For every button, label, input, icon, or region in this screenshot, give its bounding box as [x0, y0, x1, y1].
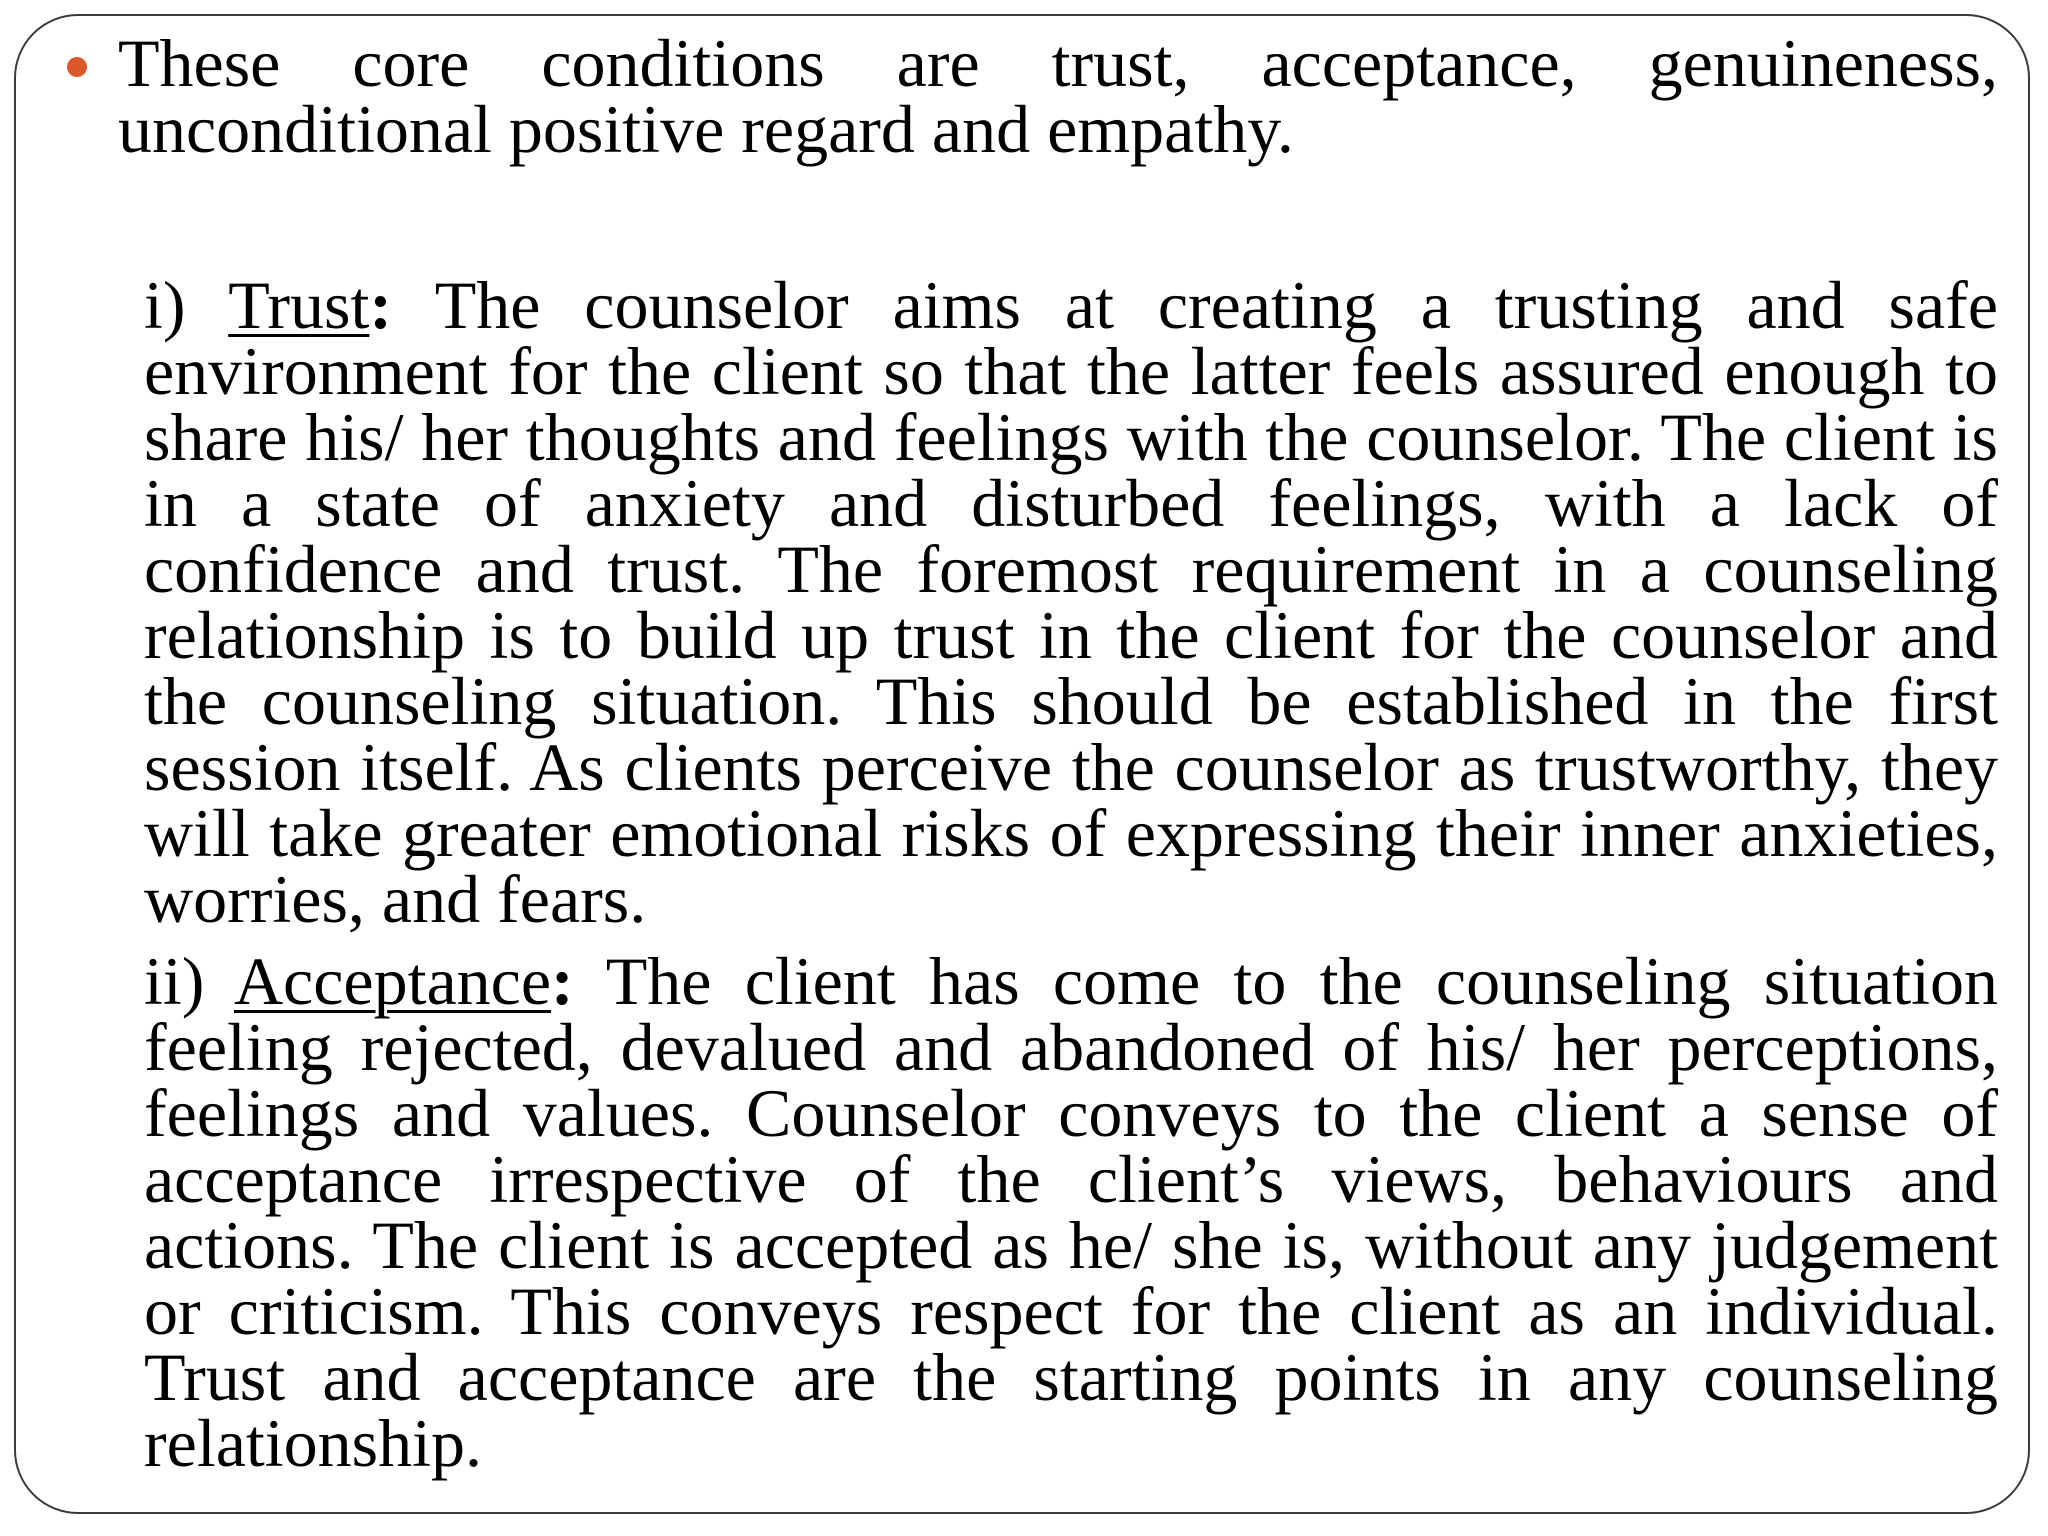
acceptance-marker: ii): [144, 943, 205, 1019]
trust-text: The counselor aims at creating a trusting and safe environment for the client so that the latter feels assured enough to share his/ her thoughts and feelings with the counselor. The client is in a state of anxiety and disturbed feelings, with a lack of confidence and trust. The foremost requirement in a counseling relationship is to build up trust in the client for the counselor and the counseling situation. This should be established in the first session itself. As clients perceive the counselor as trustworthy, they will take greater emotional risks of expressing their inner anxieties, worries, and fears.: [144, 267, 1998, 937]
bullet-row: [118, 25, 1998, 167]
trust-marker: i): [144, 267, 186, 343]
acceptance-colon: :: [551, 943, 574, 1019]
acceptance-paragraph: [118, 943, 1998, 1481]
trust-colon: :: [369, 267, 393, 343]
bullet-text: These core conditions are trust, acceptance, genuineness, unconditional positive regard and empathy.: [118, 25, 1998, 167]
acceptance-term: Acceptance: [233, 943, 552, 1019]
acceptance-text: The client has come to the counseling situation feeling rejected, devalued and abandoned of his/ her perceptions, feelings and values. Counselor conveys to the client a sense of acceptance irrespective of the client’s views, behaviours and actions. The client is accepted as he/ she is, without any judgement or criticism. This conveys respect for the client as an individual. Trust and acceptance are the starting points in any counseling relationship.: [144, 943, 1998, 1481]
trust-term: Trust: [228, 267, 370, 343]
slide-content: [118, 25, 1998, 1481]
trust-paragraph: [118, 267, 1998, 937]
bullet-dot-icon: [67, 57, 87, 77]
